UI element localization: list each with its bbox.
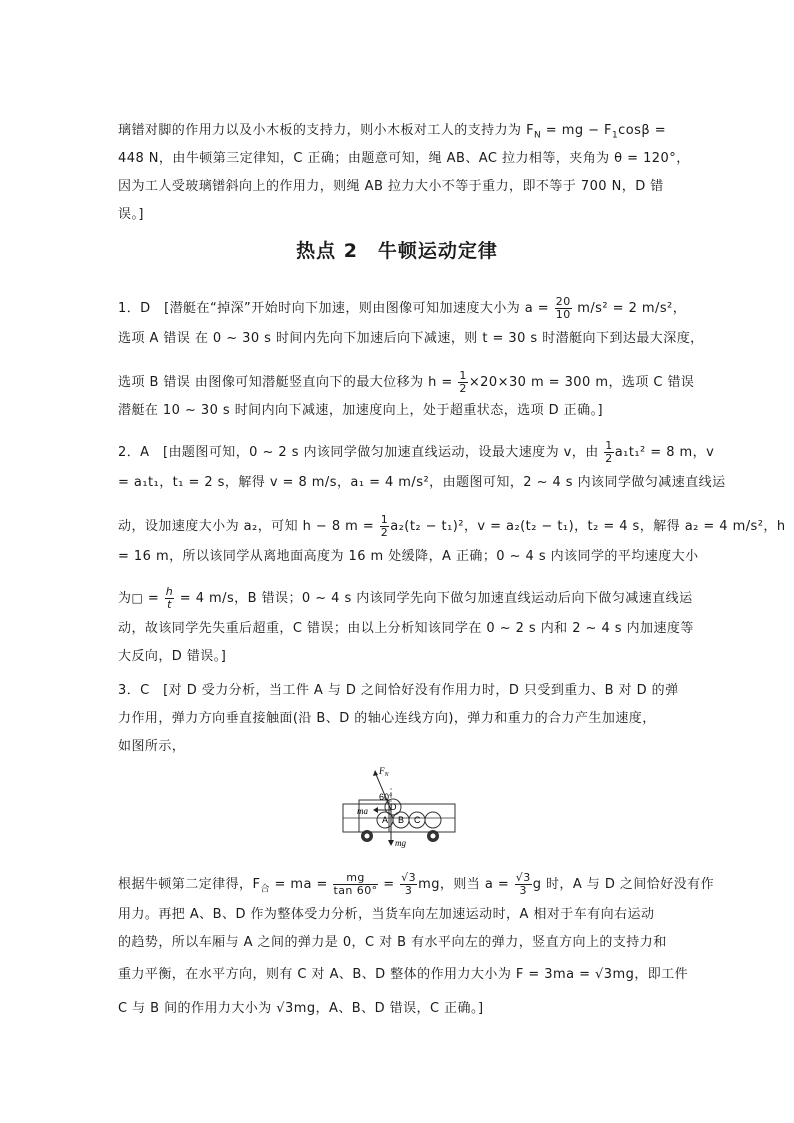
q2-line-2 [118,474,726,492]
text: 力作用，弹力方向垂直接触面(沿 B、D 的轴心连线方向)，弹力和重力的合力产生加速度， [118,711,656,726]
section-title: 热点 2 牛顿运动定律 [296,240,498,262]
fn-arrowhead [373,770,378,776]
text: 重力平衡，在水平方向，则有 C 对 A、B、D 整体的作用力大小为 F = 3ma = √3mg，即工件 [118,967,689,982]
text: = 16 m，所以该同学从离地面高度为 16 m 处缓降，A 正确；0 ~ 4 s 内该同学的平均速度大小 [118,549,699,564]
subscript: 1 [611,130,619,141]
text: 大反向，D 错误。] [118,649,227,664]
text: = [143,591,160,606]
text: = ma = [269,877,328,892]
denominator: t [167,598,172,611]
text: 1．D [潜艇在“掉深”开始时向下加速，则由图像可知加速度大小为 a = [118,301,550,316]
ball-extra [425,812,441,828]
text: 448 N，由牛顿第三定律知，C 正确；由题意可知，绳 AB、AC 拉力相等，夹角为 θ = 120°， [118,151,690,166]
text: = [378,877,395,892]
q3-line-5 [118,906,684,924]
ball-b-label: B [398,815,405,825]
fraction [165,586,174,611]
text: g 时，A 与 D 之间恰好没有作 [532,877,715,892]
ma-label: ma [357,806,368,816]
intro-line-1 [118,122,684,145]
numerator: 1 [380,513,389,526]
intro-line-2 [118,150,690,168]
mg-label: mg [395,838,406,848]
text: = 4 m/s，B 错误；0 ~ 4 s 内该同学先向下做匀加速直线运动后向下做匀减速直线运 [175,591,693,606]
text: 根据牛顿第二定律得，F [118,877,261,892]
ball-d-label: D [390,802,397,812]
text: m/s² = 2 m/s²， [572,301,687,316]
mg-arrowhead [388,840,394,846]
text: 动，故该同学先失重后超重，C 错误；由以上分析知该同学在 0 ~ 2 s 内和 2 ~ 4 s 内加速度等 [118,621,694,636]
fraction [458,370,467,395]
text: = mg − F [541,123,612,138]
fraction [555,296,572,321]
numerator: 1 [459,369,467,382]
numerator: √3 [515,871,531,884]
text: mg，则当 a = [418,877,510,892]
text: 动，设加速度大小为 a₂，可知 h − 8 m = [118,519,375,534]
text: 潜艇在 10 ~ 30 s 时间内向下减速，加速度向上，处于超重状态，选项 D 正确。] [118,403,604,418]
numerator: mg [333,872,377,885]
q3-line-2 [118,710,684,728]
numerator: h [165,585,174,598]
text: C 与 B 间的作用力大小为 √3mg，A、B、D 错误，C 正确。] [118,1001,484,1016]
numerator: √3 [401,871,417,884]
q3-line-4 [118,871,715,899]
q1-line-3 [118,369,695,395]
q3-line-8 [118,1000,684,1018]
numerator: 20 [555,295,571,308]
subscript: N [534,130,542,141]
q1-line-4 [118,402,684,420]
truck-force-diagram [335,764,463,848]
q2-line-1 [118,439,715,465]
fn-label: $F_N$ [379,766,389,778]
denominator: 2 [605,452,613,465]
fraction [515,872,532,897]
wheel-front-hub [365,834,370,839]
text: 如图所示， [118,739,186,754]
text: a₁t₁² = 8 m，v [614,445,715,460]
fraction [380,514,389,539]
q2-line-3 [118,513,786,539]
text: = a₁t₁，t₁ = 2 s，解得 v = 8 m/s，a₁ = 4 m/s²，由题图可知，2 ~ 4 s 内该同学做匀减速直线运 [118,475,726,490]
intro-line-4 [118,206,684,224]
ball-a-label: A [382,815,389,825]
intro-line-3 [118,178,684,196]
text: 误。] [118,207,144,222]
q1-line-1 [118,295,687,321]
angle-label: 60° [379,792,393,802]
denominator: 3 [404,884,413,897]
denominator: 2 [380,526,389,539]
ball-c-label: C [414,815,421,825]
q2-line-5 [118,585,693,611]
q1-line-2 [118,330,704,348]
q3-line-1 [118,682,684,700]
denominator: 2 [459,382,467,395]
denominator: 10 [555,308,571,321]
text: 为 [118,591,132,606]
numerator: 1 [605,439,613,452]
denominator: tan 60° [333,884,378,897]
text: a₂(t₂ − t₁)²，v = a₂(t₂ − t₁)，t₂ = 4 s，解得 a₂ = 4 m/s²，h [390,519,786,534]
fraction [400,872,417,897]
text: 3．C [对 D 受力分析，当工件 A 与 D 之间恰好没有作用力时，D 只受到重力、B 对 D 的弹 [118,683,679,698]
q2-line-6 [118,620,694,638]
text: cosβ = [618,123,667,138]
text: 因为工人受玻璃镨斜向上的作用力，则绳 AB 拉力大小不等于重力，即不等于 700 N，D 错 [118,179,664,194]
denominator: 3 [519,884,527,897]
wheel-rear-hub [431,834,436,839]
text: 选项 A 错误 在 0 ~ 30 s 时间内先向下加速后向下减速，则 t = 30 s 时潜艇向下到达最大深度， [118,331,704,346]
missing-glyph-box: □ [131,591,144,605]
q3-line-7 [118,966,689,984]
text: 璃镨对脚的作用力以及小木板的支持力，则小木板对工人的支持力为 F [118,123,535,138]
text: 选项 B 错误 由图像可知潜艇竖直向下的最大位移为 h = [118,375,453,390]
fraction [604,440,613,465]
text: ×20×30 m = 300 m，选项 C 错误 [468,375,695,390]
q3-line-6 [118,934,684,952]
subscript: 合 [260,884,270,895]
q2-line-4 [118,548,699,566]
fraction [333,872,377,897]
text: 2．A [由题图可知，0 ~ 2 s 内该同学做匀加速直线运动，设最大速度为 v，由 [118,445,599,460]
text: 用力。再把 A、B、D 作为整体受力分析，当货车向左加速运动时，A 相对于车有向右运动 [118,907,655,922]
text: 的趋势，所以车厢与 A 之间的弹力是 0，C 对 B 有水平向左的弹力，竖直方向上的支持力和 [118,935,667,950]
q3-line-3 [118,738,684,756]
q2-line-7 [118,648,684,666]
ma-arrowhead [373,807,378,813]
diagram-svg [335,764,463,848]
